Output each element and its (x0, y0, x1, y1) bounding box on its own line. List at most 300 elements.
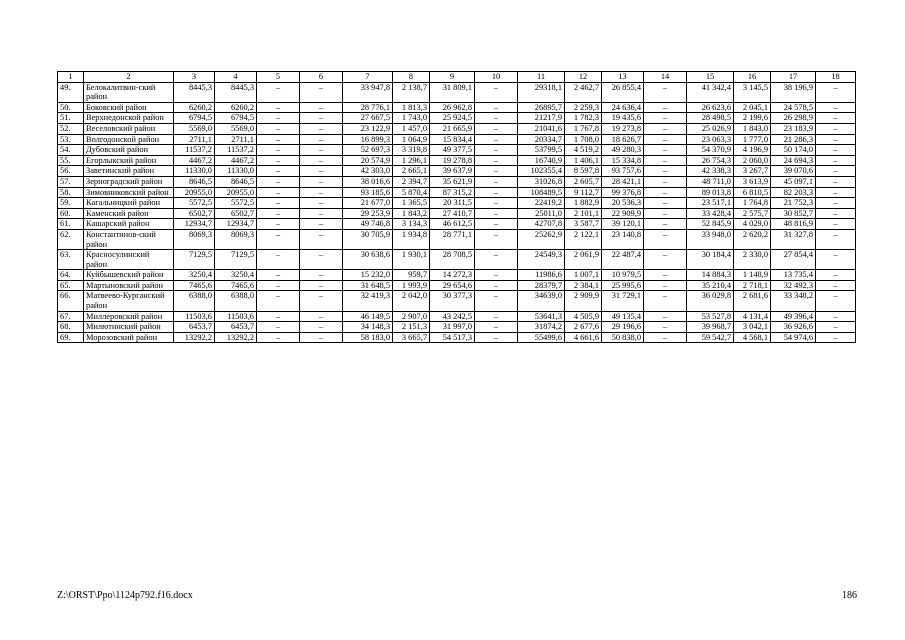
value-cell: 6260,2 (215, 102, 257, 113)
value-cell: 39 637,9 (430, 166, 475, 177)
value-cell: 54 370,9 (687, 145, 734, 156)
value-cell: 20955,0 (174, 187, 215, 198)
value-cell: – (475, 102, 518, 113)
value-cell: 28 421,1 (602, 176, 644, 187)
value-cell: 53799,5 (518, 145, 565, 156)
value-cell: 20 311,5 (430, 198, 475, 209)
value-cell: 6794,5 (215, 113, 257, 124)
value-cell: 87 315,2 (430, 187, 475, 198)
value-cell: 3 587,7 (565, 219, 602, 230)
header-cell: 3 (174, 72, 215, 83)
district-name-cell: Красносулинский район (84, 250, 174, 270)
header-cell: 1 (58, 72, 84, 83)
value-cell: 7465,6 (174, 280, 215, 291)
value-cell: – (257, 229, 300, 249)
value-cell: – (475, 250, 518, 270)
value-cell: – (257, 187, 300, 198)
value-cell: – (644, 250, 687, 270)
value-cell: 32 419,3 (343, 291, 393, 311)
value-cell: 22 487,4 (602, 250, 644, 270)
value-cell: – (475, 291, 518, 311)
value-cell: 38 196,9 (771, 82, 816, 102)
value-cell: 1 843,0 (734, 123, 771, 134)
value-cell: 39 968,7 (687, 322, 734, 333)
value-cell: – (475, 166, 518, 177)
table-row (58, 166, 856, 177)
value-cell: 21 286,3 (771, 134, 816, 145)
header-cell: 10 (475, 72, 518, 83)
value-cell: 15 334,8 (602, 155, 644, 166)
data-table (57, 71, 856, 343)
row-number-cell: 69. (58, 332, 84, 343)
value-cell: 31 648,5 (343, 280, 393, 291)
value-cell: 2 909,9 (565, 291, 602, 311)
value-cell: – (816, 270, 856, 281)
value-cell: – (475, 155, 518, 166)
value-cell: 32 492,3 (771, 280, 816, 291)
value-cell: 21 677,0 (343, 198, 393, 209)
value-cell: 82 203,3 (771, 187, 816, 198)
value-cell: – (644, 134, 687, 145)
value-cell: 33 947,8 (343, 82, 393, 102)
value-cell: 49 135,4 (602, 311, 644, 322)
value-cell: – (644, 155, 687, 166)
value-cell: 1 406,1 (565, 155, 602, 166)
header-cell: 6 (300, 72, 343, 83)
value-cell: 1 930,1 (393, 250, 430, 270)
value-cell: – (475, 145, 518, 156)
district-name-cell: Константинов-ский район (84, 229, 174, 249)
value-cell: – (257, 166, 300, 177)
value-cell: 42 303,0 (343, 166, 393, 177)
value-cell: – (257, 208, 300, 219)
value-cell: 49 377,5 (430, 145, 475, 156)
value-cell: 9 112,7 (565, 187, 602, 198)
value-cell: 4 505,9 (565, 311, 602, 322)
table-row (58, 187, 856, 198)
value-cell: 1 813,3 (393, 102, 430, 113)
value-cell: 42707,8 (518, 219, 565, 230)
value-cell: 23 140,8 (602, 229, 644, 249)
value-cell: 50 174,0 (771, 145, 816, 156)
value-cell: – (816, 219, 856, 230)
table-row (58, 270, 856, 281)
value-cell: 12934,7 (174, 219, 215, 230)
district-name-cell: Дубовский район (84, 145, 174, 156)
value-cell: 31 327,8 (771, 229, 816, 249)
value-cell: 11503,6 (215, 311, 257, 322)
table-row (58, 229, 856, 249)
value-cell: 5569,0 (215, 123, 257, 134)
value-cell: 33 348,2 (771, 291, 816, 311)
value-cell: 52 697,3 (343, 145, 393, 156)
row-number-cell: 49. (58, 82, 84, 102)
district-name-cell: Каменский район (84, 208, 174, 219)
table-row (58, 176, 856, 187)
district-name-cell: Зерноградский район (84, 176, 174, 187)
value-cell: 29 196,6 (602, 322, 644, 333)
value-cell: 13292,2 (215, 332, 257, 343)
value-cell: 53 527,8 (687, 311, 734, 322)
value-cell: 29 654,6 (430, 280, 475, 291)
value-cell: 14 884,3 (687, 270, 734, 281)
value-cell: 19 278,8 (430, 155, 475, 166)
district-name-cell: Мартыновский район (84, 280, 174, 291)
table-row (58, 155, 856, 166)
value-cell: 23 517,1 (687, 198, 734, 209)
value-cell: – (300, 176, 343, 187)
value-cell: 24 694,3 (771, 155, 816, 166)
value-cell: 26 962,8 (430, 102, 475, 113)
row-number-cell: 58. (58, 187, 84, 198)
value-cell: – (475, 322, 518, 333)
value-cell: – (257, 219, 300, 230)
table-row (58, 198, 856, 209)
row-number-cell: 68. (58, 322, 84, 333)
value-cell: – (257, 270, 300, 281)
value-cell: 59 542,7 (687, 332, 734, 343)
value-cell: 39 120,1 (602, 219, 644, 230)
value-cell: 34 148,3 (343, 322, 393, 333)
value-cell: 93 185,6 (343, 187, 393, 198)
value-cell: 20334,7 (518, 134, 565, 145)
value-cell: – (475, 280, 518, 291)
value-cell: – (300, 332, 343, 343)
header-cell: 17 (771, 72, 816, 83)
header-cell: 15 (687, 72, 734, 83)
row-number-cell: 52. (58, 123, 84, 134)
value-cell: 1 782,3 (565, 113, 602, 124)
value-cell: 16740,9 (518, 155, 565, 166)
district-name-cell: Куйбышевский район (84, 270, 174, 281)
value-cell: 18 626,7 (602, 134, 644, 145)
row-number-cell: 62. (58, 229, 84, 249)
value-cell: 1 777,0 (734, 134, 771, 145)
value-cell: – (644, 113, 687, 124)
value-cell: 4 196,9 (734, 145, 771, 156)
value-cell: 28 771,1 (430, 229, 475, 249)
value-cell: – (300, 291, 343, 311)
value-cell: 26 754,3 (687, 155, 734, 166)
value-cell: 31026,8 (518, 176, 565, 187)
value-cell: 7129,5 (215, 250, 257, 270)
value-cell: 4 131,4 (734, 311, 771, 322)
value-cell: 21217,9 (518, 113, 565, 124)
row-number-cell: 59. (58, 198, 84, 209)
value-cell: – (644, 187, 687, 198)
value-cell: 1 934,8 (393, 229, 430, 249)
value-cell: – (475, 311, 518, 322)
value-cell: 3 613,9 (734, 176, 771, 187)
value-cell: 3 042,1 (734, 322, 771, 333)
table-row (58, 332, 856, 343)
value-cell: – (816, 322, 856, 333)
row-number-cell: 57. (58, 176, 84, 187)
value-cell: 1 365,5 (393, 198, 430, 209)
value-cell: 23 063,3 (687, 134, 734, 145)
value-cell: 4 519,2 (565, 145, 602, 156)
value-cell: 2 907,0 (393, 311, 430, 322)
value-cell: 2 384,1 (565, 280, 602, 291)
value-cell: 3250,4 (215, 270, 257, 281)
value-cell: – (257, 82, 300, 102)
value-cell: 3 145,5 (734, 82, 771, 102)
value-cell: 25 026,9 (687, 123, 734, 134)
value-cell: – (644, 176, 687, 187)
value-cell: – (257, 280, 300, 291)
value-cell: 2 122,1 (565, 229, 602, 249)
value-cell: 21041,6 (518, 123, 565, 134)
value-cell: 28379,7 (518, 280, 565, 291)
header-cell: 5 (257, 72, 300, 83)
district-name-cell: Верхнедонской район (84, 113, 174, 124)
value-cell: 27 410,7 (430, 208, 475, 219)
value-cell: 4467,2 (174, 155, 215, 166)
value-cell: 102355,4 (518, 166, 565, 177)
value-cell: 23 122,9 (343, 123, 393, 134)
value-cell: 31 809,1 (430, 82, 475, 102)
value-cell: 2 199,6 (734, 113, 771, 124)
value-cell: 8445,3 (215, 82, 257, 102)
row-number-cell: 61. (58, 219, 84, 230)
value-cell: 42 338,3 (687, 166, 734, 177)
value-cell: 5569,0 (174, 123, 215, 134)
value-cell: 22 909,9 (602, 208, 644, 219)
table-body (58, 72, 856, 343)
value-cell: 24549,3 (518, 250, 565, 270)
value-cell: – (816, 229, 856, 249)
header-cell: 4 (215, 72, 257, 83)
table-row (58, 208, 856, 219)
value-cell: 6502,7 (174, 208, 215, 219)
value-cell: 22419,2 (518, 198, 565, 209)
value-cell: 3 319,8 (393, 145, 430, 156)
value-cell: 13 735,4 (771, 270, 816, 281)
value-cell: 19 435,6 (602, 113, 644, 124)
table-row (58, 134, 856, 145)
table-row (58, 250, 856, 270)
table-row (58, 219, 856, 230)
value-cell: – (300, 311, 343, 322)
value-cell: 48 711,0 (687, 176, 734, 187)
value-cell: 3 134,3 (393, 219, 430, 230)
value-cell: 33 948,0 (687, 229, 734, 249)
value-cell: – (816, 145, 856, 156)
value-cell: – (816, 280, 856, 291)
district-name-cell: Милютинский район (84, 322, 174, 333)
value-cell: – (644, 229, 687, 249)
value-cell: – (816, 311, 856, 322)
value-cell: 3 665,7 (393, 332, 430, 343)
value-cell: 52 845,9 (687, 219, 734, 230)
value-cell: 2 394,7 (393, 176, 430, 187)
value-cell: 2 665,1 (393, 166, 430, 177)
value-cell: 93 757,6 (602, 166, 644, 177)
value-cell: 1 064,9 (393, 134, 430, 145)
value-cell: 2711,1 (215, 134, 257, 145)
value-cell: 108489,5 (518, 187, 565, 198)
district-name-cell: Кагальницкий район (84, 198, 174, 209)
value-cell: 4 661,6 (565, 332, 602, 343)
value-cell: 25262,9 (518, 229, 565, 249)
value-cell: 2 605,7 (565, 176, 602, 187)
value-cell: 26 298,9 (771, 113, 816, 124)
table-row (58, 322, 856, 333)
value-cell: – (816, 198, 856, 209)
value-cell: – (300, 82, 343, 102)
value-cell: 25011,0 (518, 208, 565, 219)
value-cell: 39 070,6 (771, 166, 816, 177)
value-cell: – (300, 229, 343, 249)
row-number-cell: 54. (58, 145, 84, 156)
value-cell: 959,7 (393, 270, 430, 281)
value-cell: 20955,0 (215, 187, 257, 198)
value-cell: 30 377,3 (430, 291, 475, 311)
header-cell: 12 (565, 72, 602, 83)
value-cell: 25 924,5 (430, 113, 475, 124)
value-cell: 2 575,7 (734, 208, 771, 219)
value-cell: – (816, 123, 856, 134)
value-cell: 31 729,1 (602, 291, 644, 311)
value-cell: 54 517,3 (430, 332, 475, 343)
value-cell: 27 667,5 (343, 113, 393, 124)
value-cell: 26 855,4 (602, 82, 644, 102)
value-cell: 4 568,1 (734, 332, 771, 343)
value-cell: 6 810,5 (734, 187, 771, 198)
value-cell: – (644, 82, 687, 102)
district-name-cell: Матвеево-Курганский район (84, 291, 174, 311)
value-cell: – (475, 123, 518, 134)
value-cell: 10 979,5 (602, 270, 644, 281)
value-cell: – (644, 208, 687, 219)
value-cell: 3250,4 (174, 270, 215, 281)
value-cell: 19 273,8 (602, 123, 644, 134)
row-number-cell: 50. (58, 102, 84, 113)
value-cell: 99 376,8 (602, 187, 644, 198)
district-name-cell: Веселовский район (84, 123, 174, 134)
value-cell: 11503,6 (174, 311, 215, 322)
value-cell: 89 013,8 (687, 187, 734, 198)
value-cell: 2 061,9 (565, 250, 602, 270)
value-cell: – (475, 208, 518, 219)
value-cell: – (816, 208, 856, 219)
value-cell: – (644, 166, 687, 177)
value-cell: 5572,5 (174, 198, 215, 209)
value-cell: – (644, 102, 687, 113)
table-row (58, 145, 856, 156)
value-cell: 1 993,9 (393, 280, 430, 291)
value-cell: – (257, 322, 300, 333)
value-cell: 29 253,9 (343, 208, 393, 219)
value-cell: 2 045,1 (734, 102, 771, 113)
value-cell: – (300, 208, 343, 219)
value-cell: 7465,6 (215, 280, 257, 291)
table-row (58, 280, 856, 291)
value-cell: – (475, 113, 518, 124)
row-number-cell: 60. (58, 208, 84, 219)
header-cell: 16 (734, 72, 771, 83)
value-cell: – (300, 123, 343, 134)
value-cell: – (257, 311, 300, 322)
table-row (58, 311, 856, 322)
district-name-cell: Заветинский район (84, 166, 174, 177)
value-cell: – (816, 176, 856, 187)
value-cell: 7129,5 (174, 250, 215, 270)
value-cell: 6502,7 (215, 208, 257, 219)
value-cell: – (475, 270, 518, 281)
value-cell: 4 029,0 (734, 219, 771, 230)
header-cell: 8 (393, 72, 430, 83)
value-cell: – (816, 155, 856, 166)
value-cell: 24 636,4 (602, 102, 644, 113)
value-cell: – (257, 102, 300, 113)
table-row (58, 123, 856, 134)
value-cell: – (816, 332, 856, 343)
value-cell: 2 138,7 (393, 82, 430, 102)
table-row (58, 113, 856, 124)
value-cell: – (475, 332, 518, 343)
header-cell: 11 (518, 72, 565, 83)
value-cell: 2 330,0 (734, 250, 771, 270)
value-cell: 2 718,1 (734, 280, 771, 291)
value-cell: 49 396,4 (771, 311, 816, 322)
district-name-cell: Егорлыкский район (84, 155, 174, 166)
table-row (58, 291, 856, 311)
value-cell: 12934,7 (215, 219, 257, 230)
value-cell: 26895,7 (518, 102, 565, 113)
value-cell: 48 816,9 (771, 219, 816, 230)
value-cell: – (257, 250, 300, 270)
district-name-cell: Миллеровский район (84, 311, 174, 322)
value-cell: – (300, 102, 343, 113)
value-cell: – (300, 145, 343, 156)
value-cell: 28 498,5 (687, 113, 734, 124)
value-cell: 54 974,6 (771, 332, 816, 343)
value-cell: 33 428,4 (687, 208, 734, 219)
value-cell: 49 746,8 (343, 219, 393, 230)
value-cell: 1 007,1 (565, 270, 602, 281)
value-cell: 6794,5 (174, 113, 215, 124)
value-cell: – (300, 166, 343, 177)
value-cell: 2 060,0 (734, 155, 771, 166)
value-cell: 1 148,9 (734, 270, 771, 281)
value-cell: 21 665,9 (430, 123, 475, 134)
row-number-cell: 65. (58, 280, 84, 291)
value-cell: 2 151,3 (393, 322, 430, 333)
value-cell: – (257, 145, 300, 156)
value-cell: 2 259,3 (565, 102, 602, 113)
district-name-cell: Кашарский район (84, 219, 174, 230)
header-cell: 18 (816, 72, 856, 83)
value-cell: 6388,0 (215, 291, 257, 311)
value-cell: – (300, 198, 343, 209)
value-cell: 27 854,4 (771, 250, 816, 270)
value-cell: 58 183,0 (343, 332, 393, 343)
value-cell: – (816, 291, 856, 311)
value-cell: 46 149,5 (343, 311, 393, 322)
value-cell: 2 681,6 (734, 291, 771, 311)
value-cell: – (257, 176, 300, 187)
value-cell: – (300, 219, 343, 230)
value-cell: 49 280,3 (602, 145, 644, 156)
value-cell: – (644, 322, 687, 333)
value-cell: – (475, 187, 518, 198)
value-cell: 1 767,8 (565, 123, 602, 134)
value-cell: 30 852,7 (771, 208, 816, 219)
row-number-cell: 67. (58, 311, 84, 322)
value-cell: 8069,3 (174, 229, 215, 249)
value-cell: 14 272,3 (430, 270, 475, 281)
